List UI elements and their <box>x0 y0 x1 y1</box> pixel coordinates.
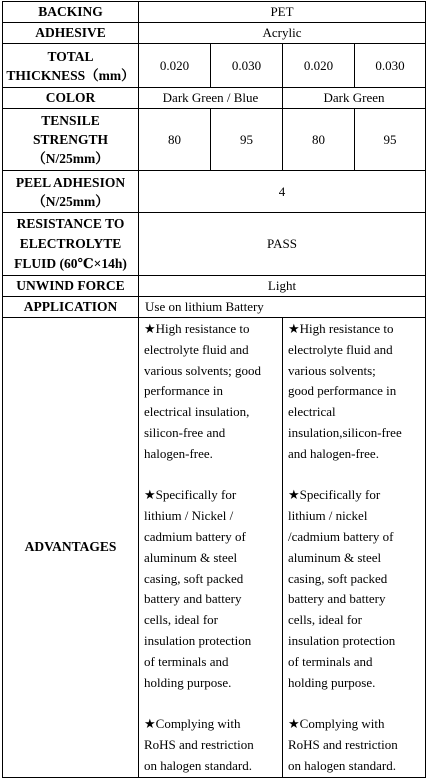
advantages-col2-p2-line: aluminum & steel <box>288 549 382 565</box>
advantages-col2-p3-line: ★Complying with <box>288 716 385 732</box>
advantages-col1-p2-line: cells, ideal for <box>144 612 218 628</box>
thickness-label-line1: TOTAL <box>47 48 94 64</box>
advantages-col1-p1-line: ★High resistance to <box>144 321 250 336</box>
tensile-label <box>3 109 139 171</box>
color-value-2: Dark Green <box>283 88 426 109</box>
advantages-col1-p3-line: ★Complying with <box>144 716 241 732</box>
application-label: APPLICATION <box>3 297 139 318</box>
advantages-col1-paragraph-2 <box>144 485 278 693</box>
tensile-value-1: 80 <box>139 109 211 171</box>
row-unwind <box>3 276 426 297</box>
advantages-col1-p1-line: silicon-free and <box>144 424 226 440</box>
peel-value: 4 <box>139 171 426 213</box>
tensile-value-4: 95 <box>355 109 426 171</box>
tensile-label-line3: （N/25mm） <box>32 151 109 166</box>
advantages-col2-p1-line: and halogen-free. <box>288 445 379 461</box>
adhesive-value: Acrylic <box>139 23 426 44</box>
advantages-col2-paragraph-1 <box>288 319 421 465</box>
tensile-value-2: 95 <box>211 109 283 171</box>
advantages-col2-p2-line: of terminals and <box>288 653 373 669</box>
row-adhesive <box>3 23 426 44</box>
row-peel <box>3 171 426 213</box>
resistance-label-line2: ELECTROLYTE <box>19 236 122 251</box>
advantages-col2-p1-line: electrolyte fluid and <box>288 341 393 357</box>
thickness-value-1: 0.020 <box>139 44 211 88</box>
advantages-col2-paragraph-2 <box>288 485 421 693</box>
advantages-col2-p3-line: RoHS and restriction <box>288 736 398 752</box>
advantages-col2-p1-line: good performance in <box>288 383 397 399</box>
row-application <box>3 297 426 318</box>
advantages-col1-p2-line: lithium / Nickel / <box>144 508 234 524</box>
thickness-value-2: 0.030 <box>211 44 283 88</box>
spec-table <box>2 1 426 778</box>
advantages-col1-p2-line: casing, soft packed <box>144 570 244 586</box>
advantages-col1-p2-line: holding purpose. <box>144 674 232 690</box>
advantages-col1-p2-line: ★Specifically for <box>144 487 237 503</box>
row-color <box>3 88 426 109</box>
advantages-col1-p2-line: battery and battery <box>144 591 242 607</box>
advantages-col2-paragraph-3 <box>288 714 421 776</box>
row-backing <box>3 2 426 23</box>
unwind-value: Light <box>139 276 426 297</box>
thickness-label-line2: THICKNESS（mm） <box>6 67 135 83</box>
advantages-col2-p1-line: insulation,silicon-free <box>288 424 402 440</box>
advantages-col1-p1-line: electrolyte fluid and <box>144 341 249 357</box>
row-thickness <box>3 44 426 88</box>
application-value: Use on lithium Battery <box>139 297 426 318</box>
thickness-label <box>3 44 139 88</box>
advantages-col2-p1-line: various solvents; <box>288 362 376 378</box>
backing-label: BACKING <box>3 2 139 23</box>
row-advantages <box>3 318 426 778</box>
advantages-col1-p3-line: RoHS and restriction <box>144 736 254 752</box>
peel-label-line1: PEEL ADHESION <box>15 174 126 190</box>
advantages-col2-p2-line: cells, ideal for <box>288 612 362 628</box>
resistance-label-line3: FLUID (60℃×14h) <box>14 256 127 271</box>
advantages-col2-p2-line: holding purpose. <box>288 674 376 690</box>
advantages-column-1 <box>139 318 283 778</box>
advantages-col2-p2-line: insulation protection <box>288 632 396 648</box>
advantages-col1-p3-line: on halogen standard. <box>144 757 252 773</box>
advantages-column-2 <box>283 318 426 778</box>
resistance-label-line1: RESISTANCE TO <box>16 216 125 231</box>
advantages-col1-p2-line: aluminum & steel <box>144 549 238 565</box>
advantages-col2-p1-line: ★High resistance to <box>288 321 394 336</box>
peel-label-line2: （N/25mm） <box>32 193 109 209</box>
thickness-value-3: 0.020 <box>283 44 355 88</box>
resistance-label <box>3 213 139 276</box>
advantages-col2-p2-line: casing, soft packed <box>288 570 388 586</box>
unwind-label: UNWIND FORCE <box>3 276 139 297</box>
advantages-col1-p2-line: of terminals and <box>144 653 229 669</box>
advantages-col2-p1-line: electrical <box>288 404 336 420</box>
tensile-label-line2: STRENGTH <box>32 132 109 147</box>
row-tensile <box>3 109 426 171</box>
tensile-label-line1: TENSILE <box>41 113 100 128</box>
thickness-value-4: 0.030 <box>355 44 426 88</box>
advantages-col1-p2-line: insulation protection <box>144 632 252 648</box>
resistance-value: PASS <box>139 213 426 276</box>
color-value-1: Dark Green / Blue <box>139 88 283 109</box>
advantages-label: ADVANTAGES <box>3 318 139 778</box>
row-resistance <box>3 213 426 276</box>
advantages-col2-p2-line: ★Specifically for <box>288 487 381 503</box>
advantages-col2-p2-line: battery and battery <box>288 591 386 607</box>
adhesive-label: ADHESIVE <box>3 23 139 44</box>
advantages-col2-p3-line: on halogen standard. <box>288 757 396 773</box>
advantages-col1-p2-line: cadmium battery of <box>144 528 246 544</box>
advantages-col1-paragraph-3 <box>144 714 278 776</box>
advantages-col1-p1-line: various solvents; good <box>144 362 261 378</box>
backing-value: PET <box>139 2 426 23</box>
color-label: COLOR <box>3 88 139 109</box>
peel-label <box>3 171 139 213</box>
advantages-col1-p1-line: performance in <box>144 383 224 399</box>
advantages-col1-p1-line: electrical insulation, <box>144 404 250 420</box>
advantages-col1-p1-line: halogen-free. <box>144 445 213 461</box>
advantages-col1-paragraph-1 <box>144 319 278 465</box>
tensile-value-3: 80 <box>283 109 355 171</box>
advantages-col2-p2-line: /cadmium battery of <box>288 528 394 544</box>
advantages-col2-p2-line: lithium / nickel <box>288 508 368 524</box>
